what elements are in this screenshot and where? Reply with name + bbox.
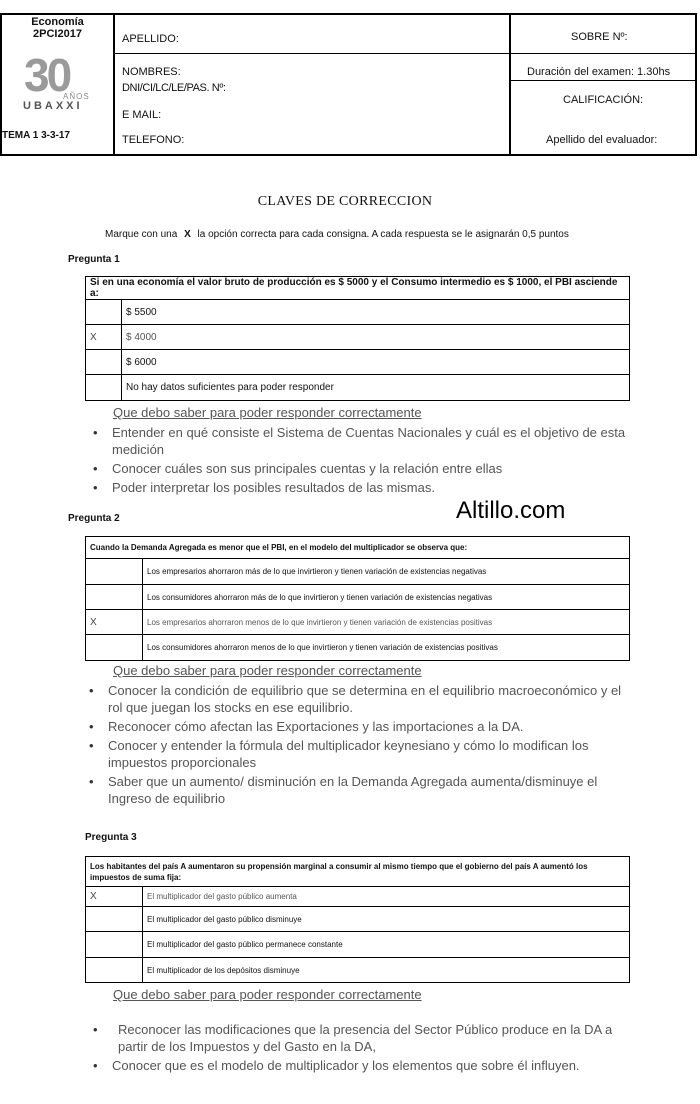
exam-header	[0, 13, 697, 156]
exam-code: 2PCI2017	[33, 28, 82, 40]
study-guide-title: Que debo saber para poder responder correctamente	[113, 663, 422, 678]
page-title: CLAVES DE CORRECCION	[257, 194, 433, 209]
study-guide-item: • Entender en qué consiste el Sistema de Cuentas Nacionales y cuál es el objetivo de esta medición	[88, 424, 633, 458]
ubaxxi-logo-text: UBAXXI	[23, 100, 83, 112]
email-field[interactable]: E MAIL:	[122, 109, 162, 121]
answer-checkbox[interactable]: X	[86, 887, 143, 907]
study-guide-item: • Reconocer cómo afectan las Exportaciones y las importaciones a la DA.	[84, 718, 624, 735]
answer-option[interactable]: El multiplicador de los depósitos disminuye	[143, 958, 630, 983]
header-admin-cell	[509, 15, 695, 154]
question-label: Pregunta 3	[85, 832, 137, 843]
header-divider	[511, 53, 695, 54]
study-guide-item: • Conocer que es el modelo de multiplicador y los elementos que sobre él influyen.	[88, 1057, 623, 1074]
answer-checkbox[interactable]	[86, 559, 143, 585]
study-guide-title: Que debo saber para poder responder correctamente	[113, 405, 422, 420]
telefono-field[interactable]: TELEFONO:	[122, 134, 185, 146]
question-table	[85, 276, 630, 401]
answer-checkbox[interactable]	[86, 635, 143, 661]
tema-label: TEMA 1 3-3-17	[2, 130, 70, 141]
documento-field[interactable]: DNI/CI/LC/LE/PAS. Nº:	[122, 82, 226, 94]
study-guide-item: • Conocer y entender la fórmula del multiplicador keynesiano y cómo lo modifican los impuestos proporcionales	[84, 737, 624, 771]
header-divider	[115, 53, 509, 54]
instructions-pre: Marque con una	[105, 229, 178, 240]
instructions-mark: X	[184, 229, 191, 240]
header-logo-cell	[2, 15, 115, 154]
answer-option[interactable]: El multiplicador del gasto público disminuye	[143, 907, 630, 932]
header-divider	[511, 80, 695, 81]
study-guide-list	[84, 682, 624, 807]
study-guide-item: • Conocer la condición de equilibrio que se determina en el equilibrio macroeconómico y el rol que juegan los stocks en ese equilibrio.	[84, 682, 624, 716]
instructions-post: la opción correcta para cada consigna. A cada respuesta se le asignarán 0,5 puntos	[197, 229, 569, 240]
answer-checkbox[interactable]	[86, 958, 143, 983]
answer-option[interactable]: Los consumidores ahorraron menos de lo que invirtieron y tienen variación de existencias positivas	[143, 635, 630, 661]
study-guide-item: • Saber que un aumento/ disminución en la Demanda Agregada aumenta/disminuye el Ingreso de equilibrio	[84, 773, 624, 807]
question-table	[85, 536, 630, 661]
answer-option[interactable]: El multiplicador del gasto público aumenta	[143, 887, 630, 907]
study-guide-list	[88, 424, 633, 496]
calificacion-field: CALIFICACIÓN:	[563, 94, 644, 106]
question-statement: Si en una economía el valor bruto de producción es $ 5000 y el Consumo intermedio es $ 1000, el PBI asciende a:	[86, 277, 630, 300]
answer-option[interactable]: No hay datos suficientes para poder responder	[122, 375, 630, 401]
question-statement: Cuando la Demanda Agregada es menor que el PBI, en el modelo del multiplicador se observa que:	[86, 537, 630, 559]
answer-checkbox[interactable]	[86, 300, 122, 325]
answer-checkbox[interactable]	[86, 907, 143, 932]
answer-checkbox[interactable]	[86, 932, 143, 958]
answer-option[interactable]: $ 4000	[122, 325, 630, 350]
answer-option[interactable]: Los consumidores ahorraron más de lo que invirtieron y tienen variación de existencias negativas	[143, 585, 630, 610]
ubaxxi-logo-number: 30	[24, 49, 70, 101]
answer-checkbox[interactable]: X	[86, 610, 143, 635]
instructions	[105, 229, 569, 240]
study-guide-item: • Reconocer las modificaciones que la presencia del Sector Público produce en la DA a partir de los Impuestos y del Gasto en la DA,	[88, 1021, 623, 1055]
question-label: Pregunta 1	[68, 254, 120, 265]
question-label: Pregunta 2	[68, 513, 120, 524]
ubaxxi-logo-anos: AÑOS	[63, 92, 90, 101]
evaluador-field: Apellido del evaluador:	[546, 134, 658, 146]
study-guide-title: Que debo saber para poder responder correctamente	[113, 987, 422, 1002]
nombres-field[interactable]: NOMBRES:	[122, 66, 181, 78]
sobre-field: SOBRE Nº:	[571, 31, 628, 43]
watermark: Altillo.com	[456, 497, 566, 524]
study-guide-list	[88, 1021, 623, 1074]
study-guide-item: • Conocer cuáles son sus principales cuentas y la relación entre ellas	[88, 460, 633, 477]
study-guide-item: • Poder interpretar los posibles resultados de las mismas.	[88, 479, 633, 496]
answer-option[interactable]: El multiplicador del gasto público permanece constante	[143, 932, 630, 958]
answer-option[interactable]: Los empresarios ahorraron más de lo que invirtieron y tienen variación de existencias negativas	[143, 559, 630, 585]
answer-checkbox[interactable]: X	[86, 325, 122, 350]
answer-option[interactable]: $ 5500	[122, 300, 630, 325]
question-statement: Los habitantes del país A aumentaron su propensión marginal a consumir al mismo tiempo que el gobierno del país A aumentó los impuestos de suma fija:	[86, 857, 630, 887]
answer-option[interactable]: Los empresarios ahorraron menos de lo que invirtieron y tienen variación de existencias positivas	[143, 610, 630, 635]
answer-option[interactable]: $ 6000	[122, 350, 630, 375]
subject-name: Economía	[31, 16, 84, 28]
question-table	[85, 856, 630, 983]
exam-duration: Duración del examen: 1.30hs	[527, 66, 671, 78]
answer-checkbox[interactable]	[86, 585, 143, 610]
apellido-field[interactable]: APELLIDO:	[122, 33, 179, 45]
answer-checkbox[interactable]	[86, 350, 122, 375]
answer-checkbox[interactable]	[86, 375, 122, 401]
